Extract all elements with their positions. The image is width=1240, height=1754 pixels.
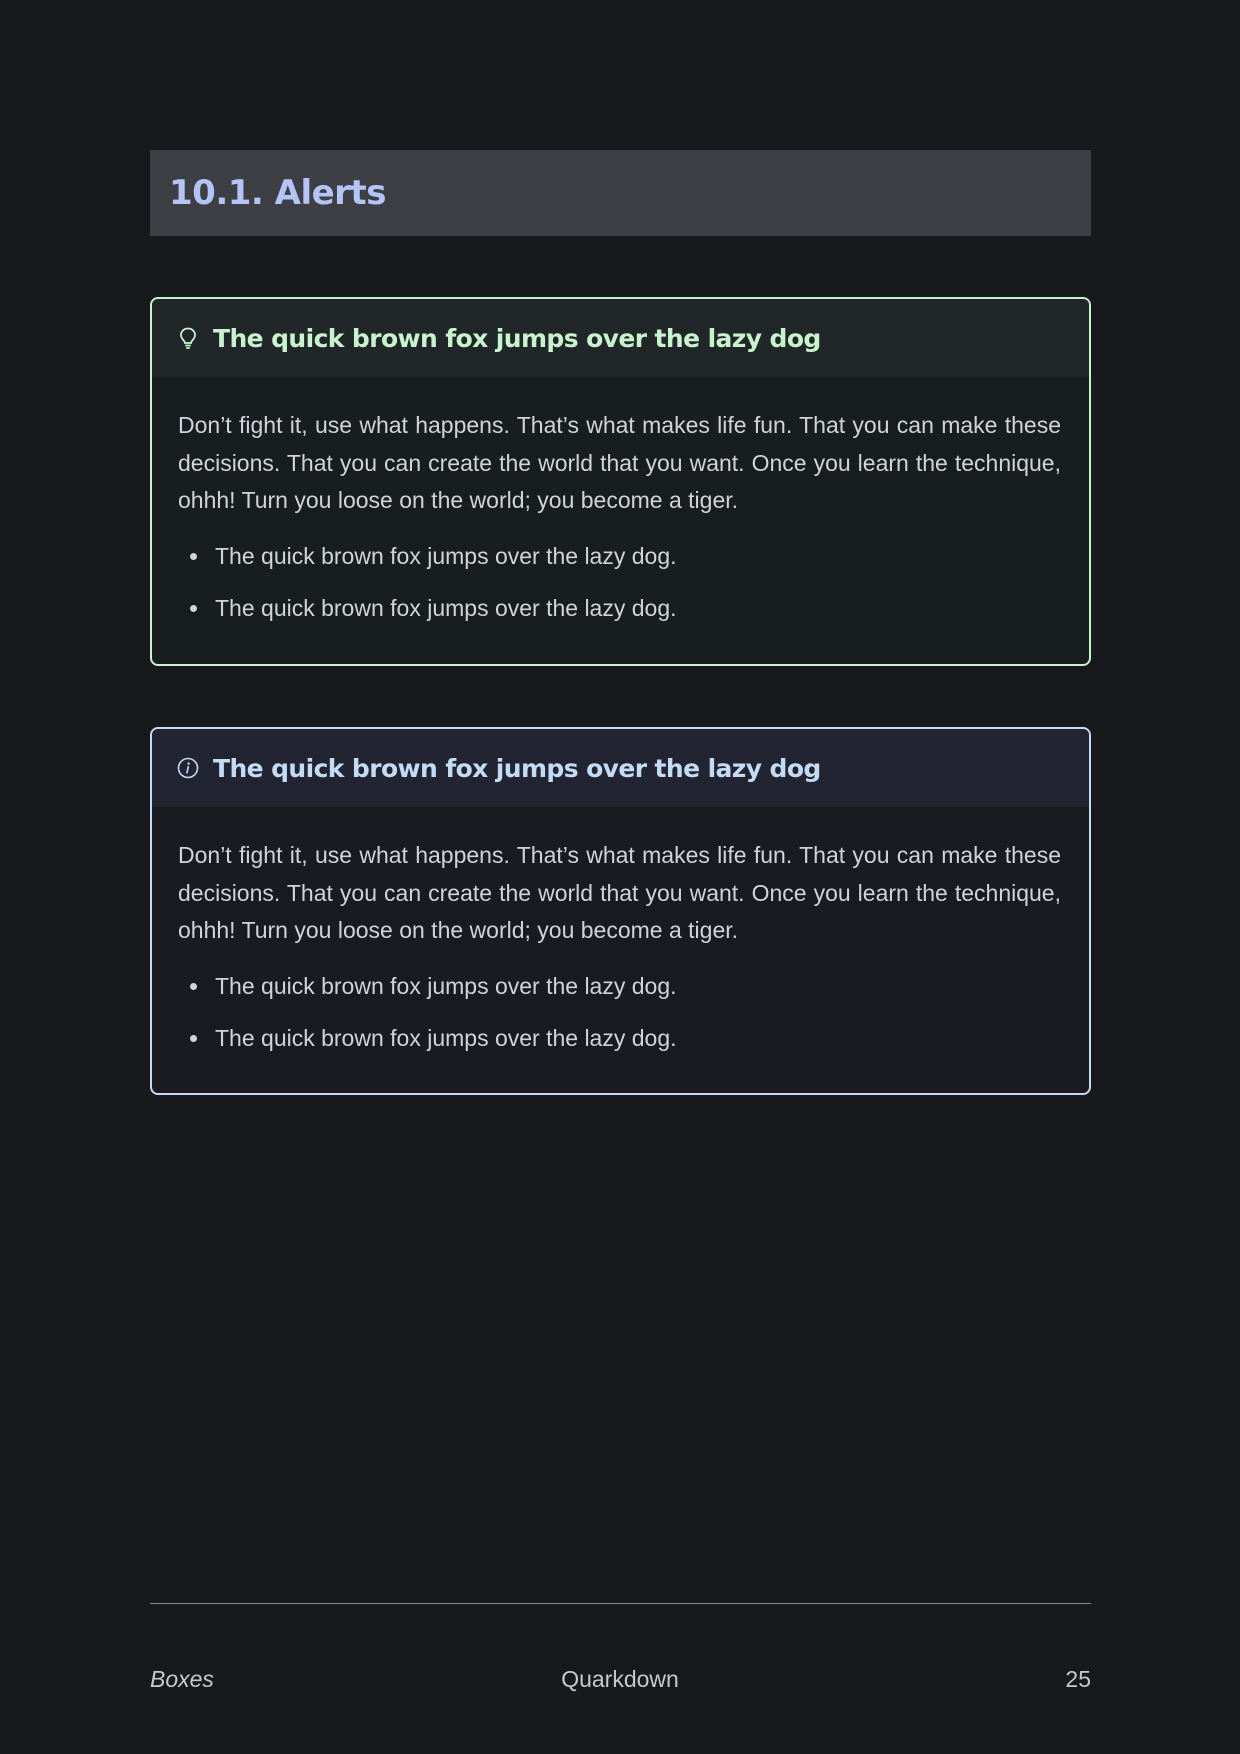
footer-page-number: 25	[1065, 1666, 1091, 1692]
footer-divider	[150, 1603, 1091, 1604]
footer-document-title: Quarkdown	[561, 1666, 679, 1692]
note-alert-title: The quick brown fox jumps over the lazy dog	[213, 753, 821, 783]
note-alert-body	[152, 807, 1089, 1054]
tip-alert-box	[150, 297, 1091, 666]
lightbulb-icon	[176, 326, 200, 350]
list-item-text: The quick brown fox jumps over the lazy dog.	[215, 594, 677, 621]
tip-alert-header	[152, 299, 1089, 377]
tip-alert-paragraph: Don’t fight it, use what happens. That’s what makes life fun. That you can make these decisions. That you can create the world that you want. Once you learn the technique, ohhh! Turn you loose on the world; you become a tiger.	[178, 412, 1061, 513]
section-heading-bar	[150, 150, 1091, 236]
note-alert-header	[152, 729, 1089, 807]
footer-section-name: Boxes	[150, 1666, 214, 1692]
list-item-text: The quick brown fox jumps over the lazy dog.	[215, 972, 677, 999]
list-item	[178, 970, 1061, 1002]
tip-alert-body	[152, 377, 1089, 624]
list-item	[178, 1022, 1061, 1054]
tip-alert-list	[178, 540, 1061, 624]
bullet-icon	[190, 605, 197, 612]
note-alert-list	[178, 970, 1061, 1054]
tip-alert-title: The quick brown fox jumps over the lazy dog	[213, 323, 821, 353]
bullet-icon	[190, 1035, 197, 1042]
note-alert-box	[150, 727, 1091, 1095]
list-item	[178, 592, 1061, 624]
note-alert-paragraph: Don’t fight it, use what happens. That’s what makes life fun. That you can make these decisions. That you can create the world that you want. Once you learn the technique, ohhh! Turn you loose on the world; you become a tiger.	[178, 842, 1061, 943]
list-item-text: The quick brown fox jumps over the lazy dog.	[215, 542, 677, 569]
info-icon	[176, 756, 200, 780]
section-title: 10.1. Alerts	[169, 173, 386, 213]
bullet-icon	[190, 553, 197, 560]
list-item	[178, 540, 1061, 572]
list-item-text: The quick brown fox jumps over the lazy dog.	[215, 1024, 677, 1051]
bullet-icon	[190, 983, 197, 990]
